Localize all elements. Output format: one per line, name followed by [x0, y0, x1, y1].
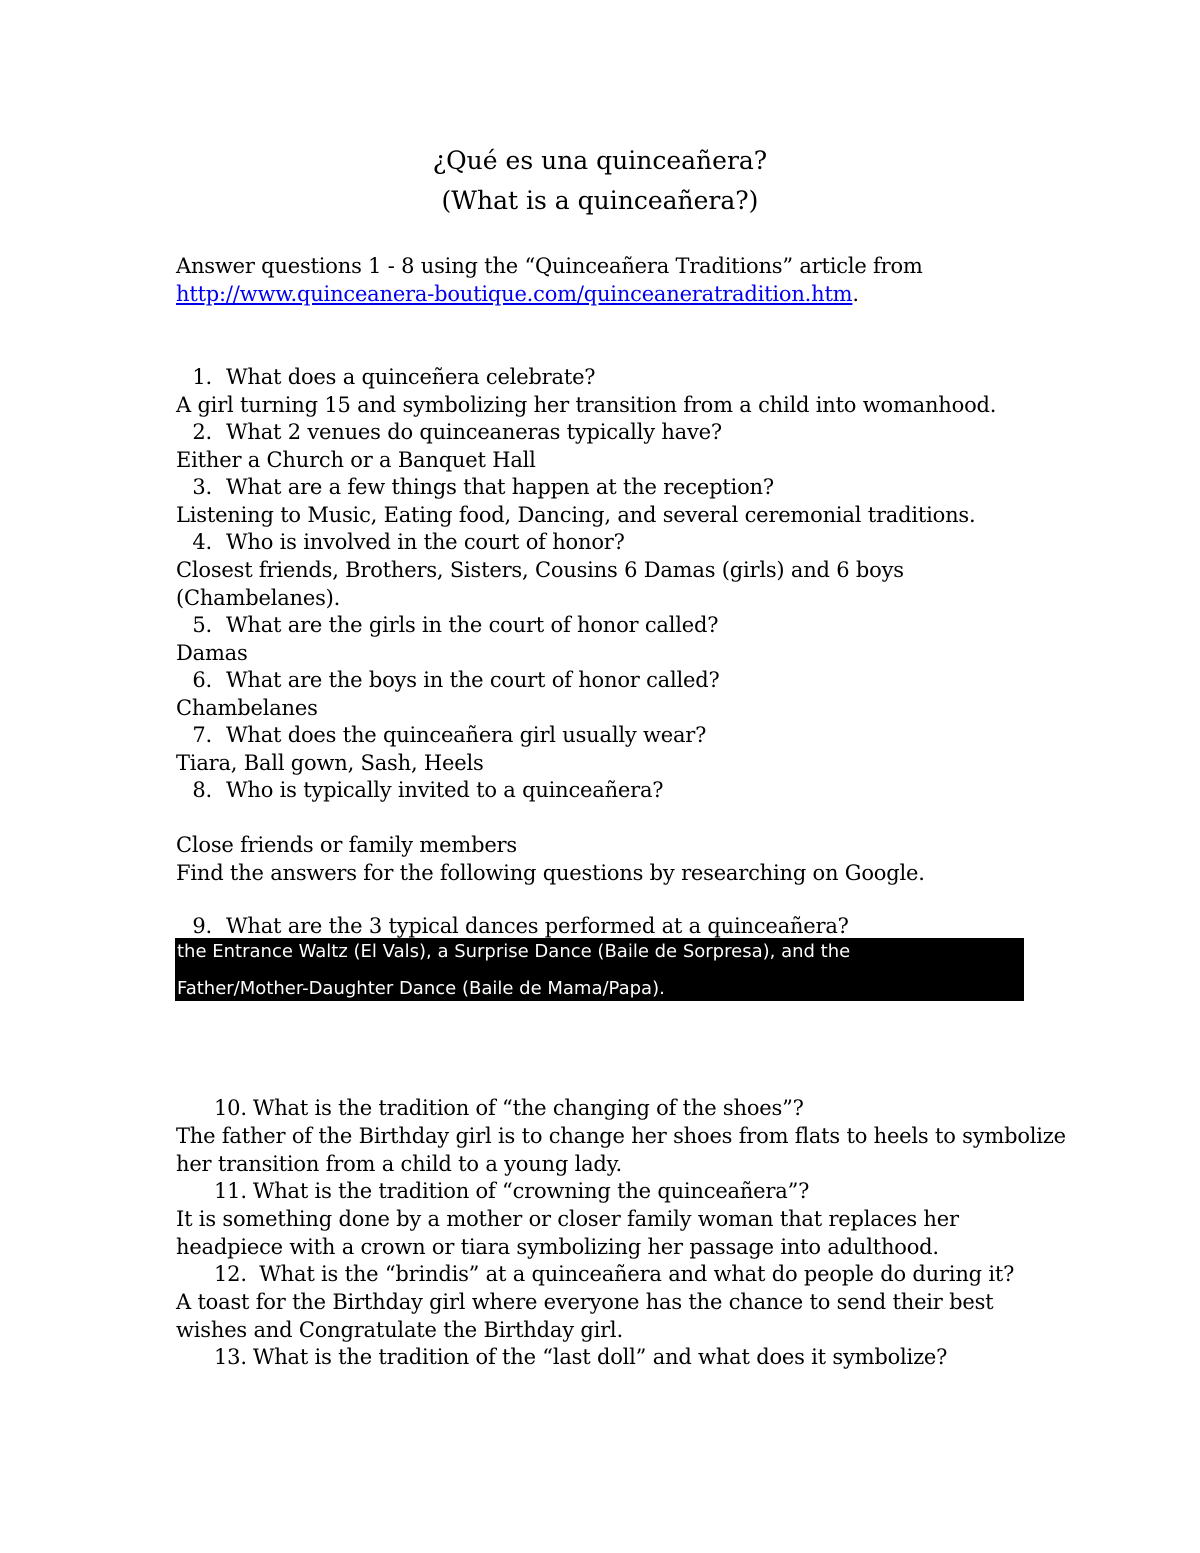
question-10: [214, 1095, 804, 1122]
question-number: 11.: [214, 1179, 247, 1203]
question-number: 9.: [192, 914, 212, 938]
intro-link-suffix: .: [852, 282, 859, 306]
answer-10-line-2: her transition from a child to a young lady.: [176, 1152, 623, 1176]
answer-2: Either a Church or a Banquet Hall: [176, 448, 536, 472]
answer-3: Listening to Music, Eating food, Dancing, and several ceremonial traditions.: [176, 503, 976, 527]
question-text: What does the quinceañera girl usually wear?: [226, 723, 707, 747]
answer-11-line-2: headpiece with a crown or tiara symbolizing her passage into adulthood.: [176, 1235, 939, 1259]
question-text: Who is typically invited to a quinceañera?: [226, 778, 664, 802]
question-number: 10.: [214, 1096, 247, 1120]
answer-12-line-1: A toast for the Birthday girl where everyone has the chance to send their best: [176, 1290, 994, 1314]
answer-4-line-2: (Chambelanes).: [176, 586, 341, 610]
question-text: Who is involved in the court of honor?: [226, 530, 625, 554]
answer-4-line-1: Closest friends, Brothers, Sisters, Cousins 6 Damas (girls) and 6 boys: [176, 558, 904, 582]
question-number: 1.: [192, 365, 212, 389]
answer-5: Damas: [176, 641, 248, 665]
question-11: [214, 1178, 809, 1205]
question-number: 12.: [214, 1262, 247, 1286]
question-6: [176, 667, 720, 694]
question-number: 7.: [192, 723, 212, 747]
answer-1: A girl turning 15 and symbolizing her transition from a child into womanhood.: [176, 393, 997, 417]
question-2: [176, 419, 722, 446]
question-number: 13.: [214, 1345, 247, 1369]
question-1: [176, 364, 595, 391]
answer-9-line-1: the Entrance Waltz (El Vals), a Surprise Dance (Baile de Sorpresa), and the: [177, 941, 851, 962]
answer-6: Chambelanes: [176, 696, 318, 720]
intro-text: Answer questions 1 - 8 using the “Quinceañera Traditions” article from: [176, 254, 923, 278]
page-title-english: (What is a quinceañera?): [441, 186, 759, 215]
page-title-spanish: ¿Qué es una quinceañera?: [432, 146, 768, 175]
question-text: What is the tradition of the “last doll” and what does it symbolize?: [252, 1345, 948, 1369]
answer-7: Tiara, Ball gown, Sash, Heels: [176, 751, 484, 775]
question-text: What are the girls in the court of honor called?: [226, 613, 719, 637]
question-4: [176, 529, 625, 556]
question-text: What 2 venues do quinceaneras typically have?: [226, 420, 722, 444]
question-5: [176, 612, 718, 639]
question-text: What does a quinceñera celebrate?: [226, 365, 596, 389]
question-13: [214, 1344, 947, 1371]
question-text: What are a few things that happen at the reception?: [226, 475, 774, 499]
answer-10-line-1: The father of the Birthday girl is to change her shoes from flats to heels to symbolize: [176, 1124, 1066, 1148]
question-number: 8.: [192, 778, 212, 802]
question-text: What is the “brindis” at a quinceañera and what do people do during it?: [252, 1262, 1015, 1286]
question-text: What is the tradition of “crowning the quinceañera”?: [252, 1179, 810, 1203]
answer-9-line-2: Father/Mother-Daughter Dance (Baile de Mama/Papa).: [177, 978, 665, 999]
intro-link-line: [176, 281, 859, 308]
answer-12-line-2: wishes and Congratulate the Birthday girl.: [176, 1318, 623, 1342]
question-number: 6.: [192, 668, 212, 692]
answer-9-highlight: [175, 938, 1024, 1001]
answer-8: Close friends or family members: [176, 833, 517, 857]
question-text: What is the tradition of “the changing of the shoes”?: [252, 1096, 804, 1120]
question-3: [176, 474, 774, 501]
question-9: [176, 913, 849, 940]
question-7: [176, 722, 706, 749]
question-8: [176, 777, 663, 804]
research-instruction: Find the answers for the following questions by researching on Google.: [176, 861, 925, 885]
answer-11-line-1: It is something done by a mother or closer family woman that replaces her: [176, 1207, 959, 1231]
question-12: [214, 1261, 1014, 1288]
question-number: 5.: [192, 613, 212, 637]
question-number: 2.: [192, 420, 212, 444]
article-link[interactable]: http://www.quinceanera-boutique.com/quinceaneratradition.htm: [176, 282, 853, 306]
question-text: What are the boys in the court of honor called?: [226, 668, 720, 692]
question-number: 3.: [192, 475, 212, 499]
question-number: 4.: [192, 530, 212, 554]
question-text: What are the 3 typical dances performed at a quinceañera?: [226, 914, 849, 938]
